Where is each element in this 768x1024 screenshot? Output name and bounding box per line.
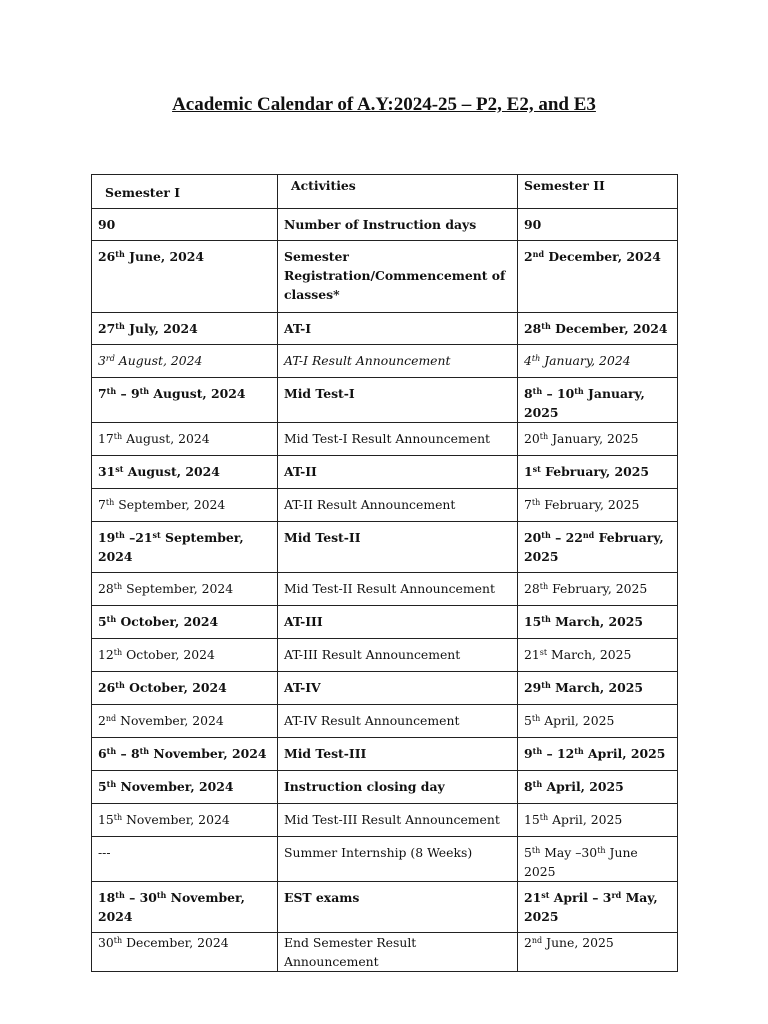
semester-1-cell: 7th – 9th August, 2024: [92, 378, 278, 423]
semester-2-cell: 21st April – 3rd May, 2025: [518, 882, 678, 933]
semester-2-cell: 20th January, 2025: [518, 423, 678, 456]
table-row: [92, 313, 678, 345]
activity-cell: AT-III: [278, 606, 518, 639]
activity-cell: Mid Test-I Result Announcement: [278, 423, 518, 456]
semester-2-cell: 2nd December, 2024: [518, 241, 678, 313]
semester-1-cell: 3rd August, 2024: [92, 345, 278, 378]
table-row: [92, 345, 678, 378]
header-row: [92, 175, 678, 209]
table-row: [92, 639, 678, 672]
semester-2-cell: 7th February, 2025: [518, 489, 678, 522]
semester-2-cell: 90: [518, 209, 678, 241]
table-row: [92, 672, 678, 705]
academic-calendar-table: [91, 174, 678, 972]
semester-2-cell: 9th – 12th April, 2025: [518, 738, 678, 771]
semester-2-cell: 29th March, 2025: [518, 672, 678, 705]
semester-2-cell: 2nd June, 2025: [518, 933, 678, 972]
table-row: [92, 771, 678, 804]
semester-1-cell: 7th September, 2024: [92, 489, 278, 522]
semester-2-cell: 5th April, 2025: [518, 705, 678, 738]
semester-1-cell: 26th October, 2024: [92, 672, 278, 705]
semester-2-cell: 4th January, 2024: [518, 345, 678, 378]
semester-2-cell: 20th – 22nd February, 2025: [518, 522, 678, 573]
table-row: [92, 837, 678, 882]
header-semester-1: Semester I: [92, 175, 278, 209]
activity-cell: EST exams: [278, 882, 518, 933]
activity-cell: AT-II: [278, 456, 518, 489]
semester-1-cell: 26th June, 2024: [92, 241, 278, 313]
semester-2-cell: 8th April, 2025: [518, 771, 678, 804]
table-row: [92, 456, 678, 489]
activity-cell: Mid Test-II: [278, 522, 518, 573]
semester-1-cell: 17th August, 2024: [92, 423, 278, 456]
semester-1-cell: 28th September, 2024: [92, 573, 278, 606]
activity-cell: End Semester Result Announcement: [278, 933, 518, 972]
activity-cell: AT-IV: [278, 672, 518, 705]
table-row: [92, 705, 678, 738]
semester-2-cell: 8th – 10th January, 2025: [518, 378, 678, 423]
table-row: [92, 738, 678, 771]
table-row: [92, 606, 678, 639]
table-row: [92, 209, 678, 241]
semester-1-cell: 5th November, 2024: [92, 771, 278, 804]
header-semester-2: Semester II: [518, 175, 678, 209]
semester-2-cell: 15th April, 2025: [518, 804, 678, 837]
table-row: [92, 882, 678, 933]
semester-2-cell: 15th March, 2025: [518, 606, 678, 639]
semester-1-cell: 15th November, 2024: [92, 804, 278, 837]
semester-1-cell: 27th July, 2024: [92, 313, 278, 345]
activity-cell: AT-IV Result Announcement: [278, 705, 518, 738]
activity-cell: Mid Test-I: [278, 378, 518, 423]
activity-cell: AT-II Result Announcement: [278, 489, 518, 522]
header-activities: Activities: [278, 175, 518, 209]
table-row: [92, 378, 678, 423]
activity-cell: Number of Instruction days: [278, 209, 518, 241]
activity-cell: AT-I: [278, 313, 518, 345]
semester-1-cell: 30th December, 2024: [92, 933, 278, 972]
activity-cell: Summer Internship (8 Weeks): [278, 837, 518, 882]
table-row: [92, 573, 678, 606]
page-title: Academic Calendar of A.Y:2024-25 – P2, E2, and E3: [172, 94, 596, 115]
activity-cell: AT-III Result Announcement: [278, 639, 518, 672]
semester-1-cell: 31st August, 2024: [92, 456, 278, 489]
table-row: [92, 933, 678, 972]
semester-2-cell: 5th May –30th June 2025: [518, 837, 678, 882]
table-row: [92, 804, 678, 837]
semester-1-cell: 2nd November, 2024: [92, 705, 278, 738]
table-row: [92, 241, 678, 313]
semester-2-cell: 1st February, 2025: [518, 456, 678, 489]
table-row: [92, 489, 678, 522]
semester-1-cell: 12th October, 2024: [92, 639, 278, 672]
semester-1-cell: 5th October, 2024: [92, 606, 278, 639]
semester-1-cell: 90: [92, 209, 278, 241]
semester-2-cell: 28th December, 2024: [518, 313, 678, 345]
table-row: [92, 423, 678, 456]
activity-cell: Mid Test-III Result Announcement: [278, 804, 518, 837]
activity-cell: Mid Test-II Result Announcement: [278, 573, 518, 606]
semester-1-cell: ---: [92, 837, 278, 882]
semester-2-cell: 28th February, 2025: [518, 573, 678, 606]
table-row: [92, 522, 678, 573]
activity-cell: Semester Registration/Commencement of classes*: [278, 241, 518, 313]
semester-1-cell: 19th –21st September, 2024: [92, 522, 278, 573]
semester-2-cell: 21st March, 2025: [518, 639, 678, 672]
semester-1-cell: 6th – 8th November, 2024: [92, 738, 278, 771]
activity-cell: Instruction closing day: [278, 771, 518, 804]
semester-1-cell: 18th – 30th November, 2024: [92, 882, 278, 933]
activity-cell: AT-I Result Announcement: [278, 345, 518, 378]
activity-cell: Mid Test-III: [278, 738, 518, 771]
